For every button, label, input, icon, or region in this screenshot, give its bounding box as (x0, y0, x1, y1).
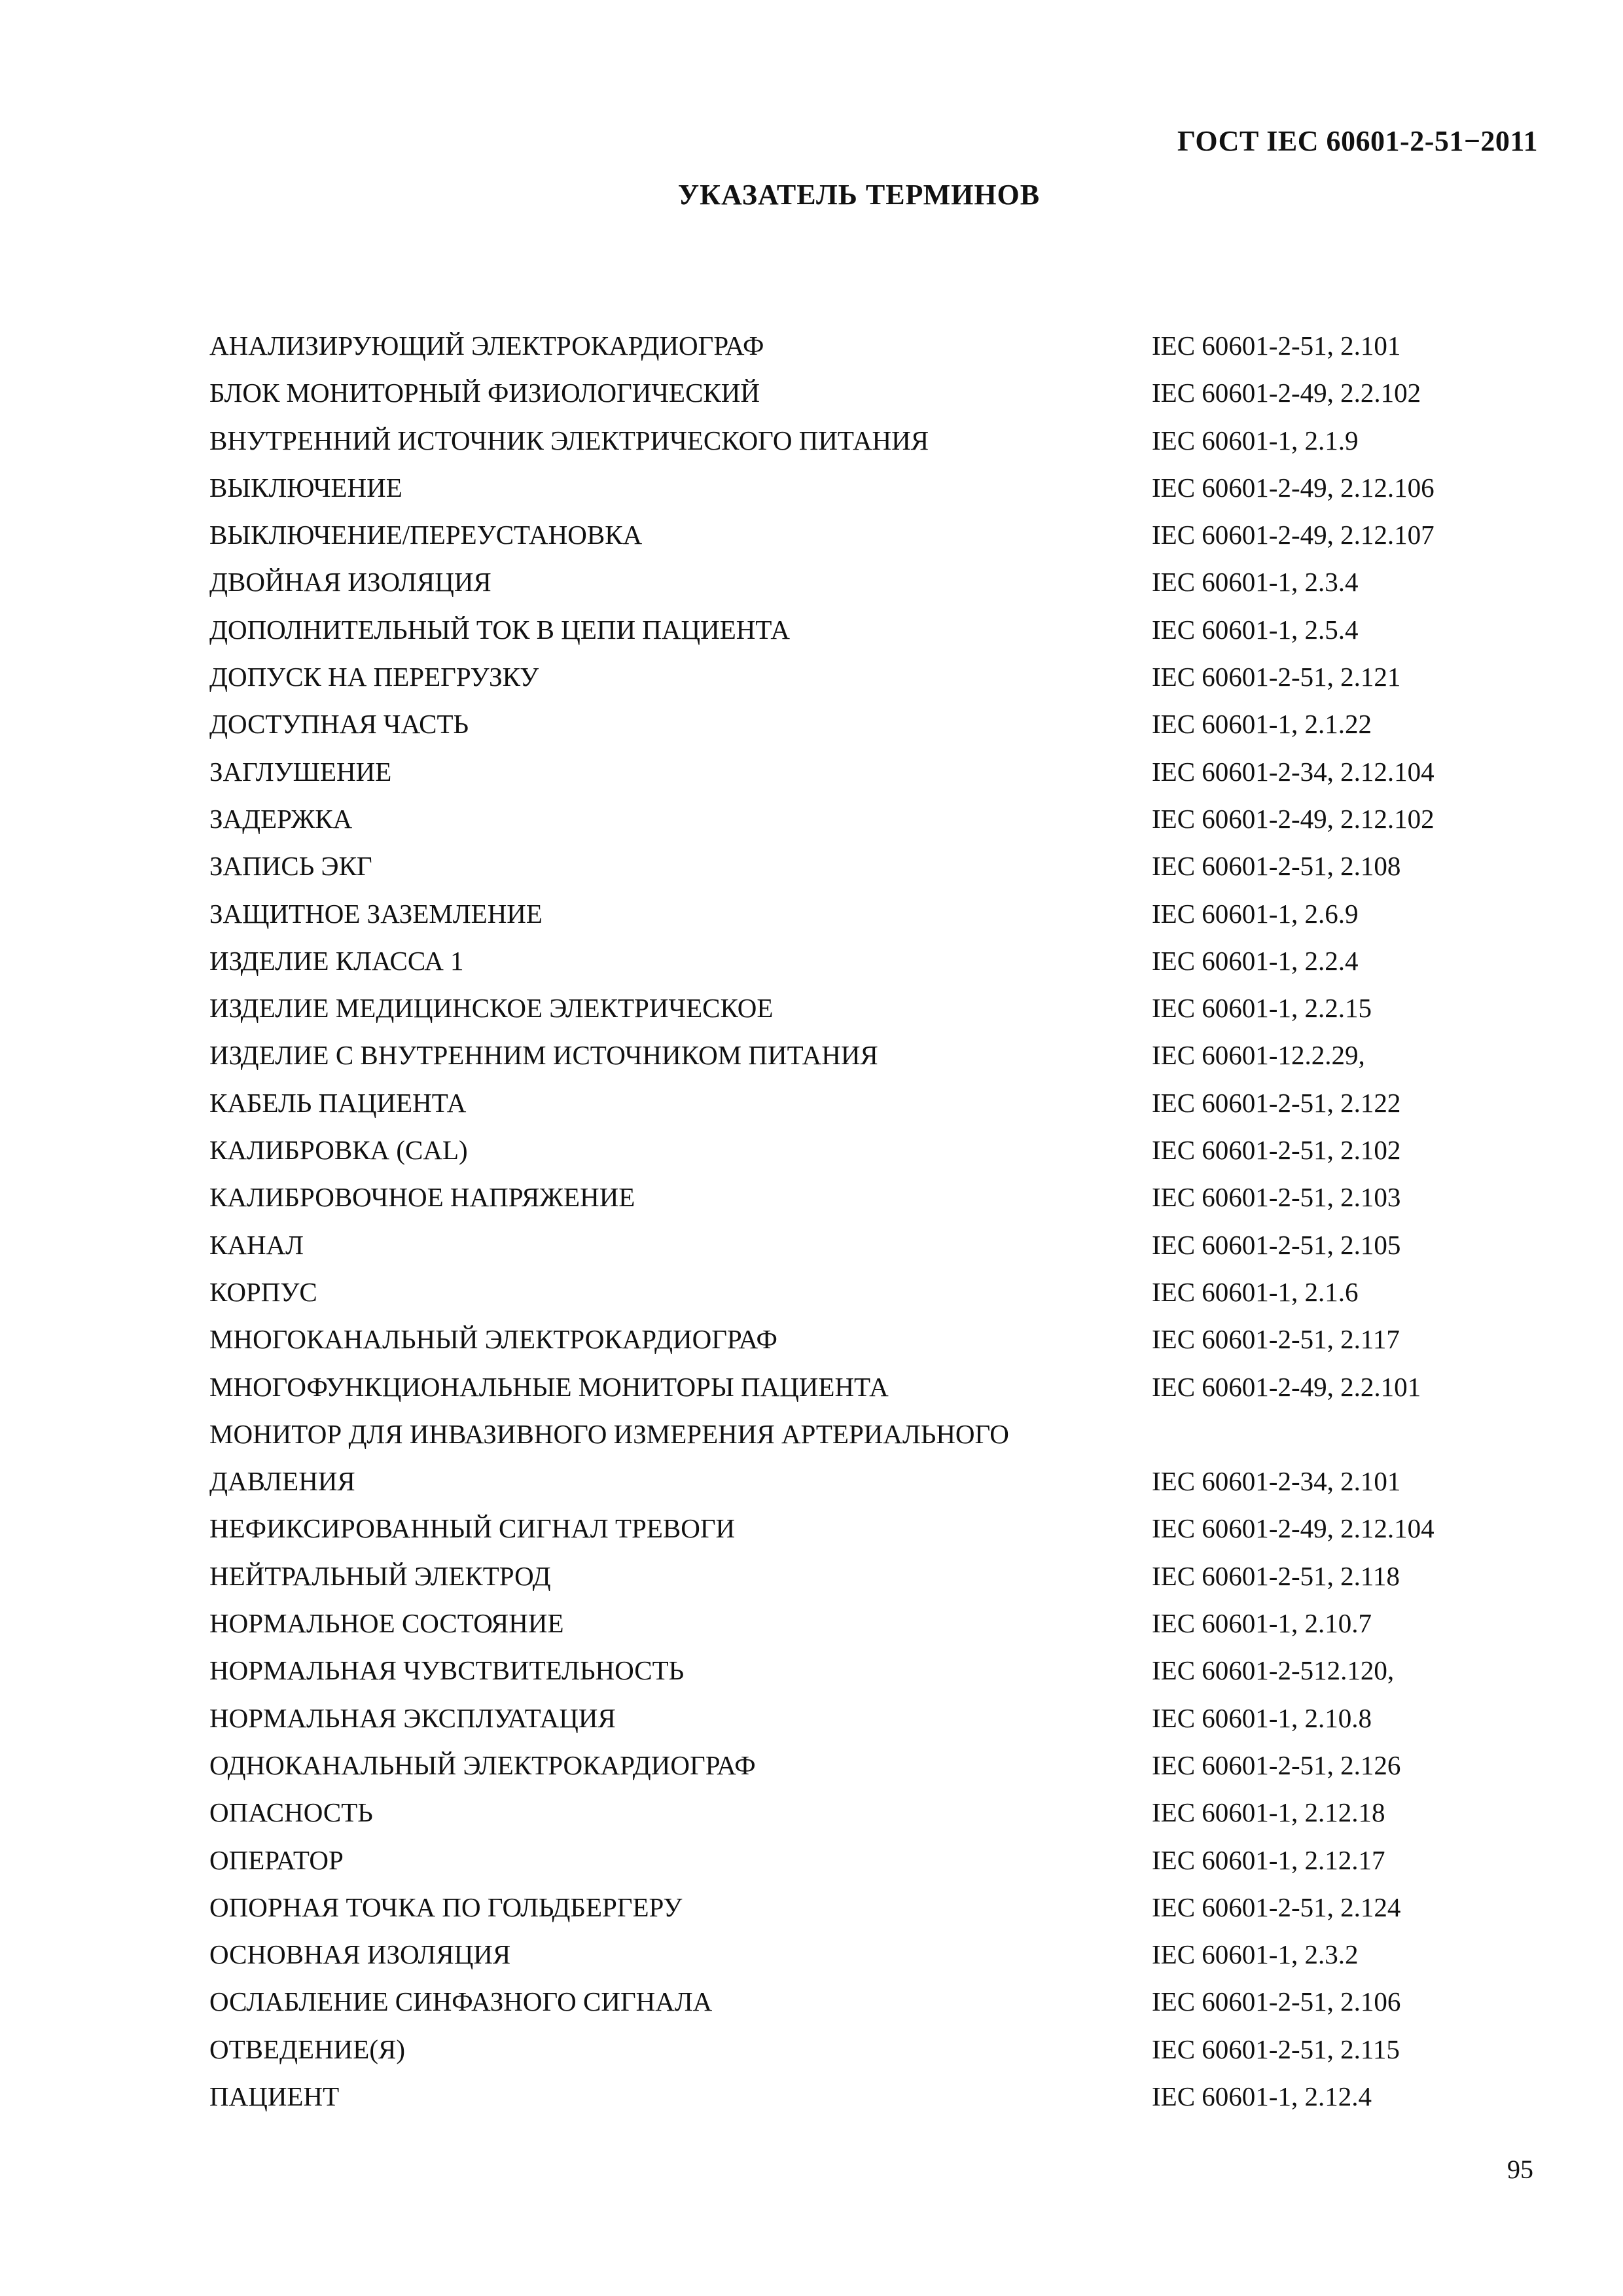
term-reference: IEC 60601-2-49, 2.12.102 (1152, 803, 1435, 834)
term-name: КАЛИБРОВОЧНОЕ НАПРЯЖЕНИЕ (209, 1182, 635, 1213)
term-row (209, 1174, 1551, 1221)
term-row (209, 842, 1551, 889)
term-row (209, 558, 1551, 605)
term-reference: IEC 60601-1, 2.12.4 (1152, 2081, 1372, 2111)
term-row (209, 795, 1551, 842)
term-name: ЗАДЕРЖКА (209, 803, 353, 834)
term-row (209, 1031, 1551, 1079)
term-row (209, 1268, 1551, 1316)
term-reference: IEC 60601-1, 2.6.9 (1152, 898, 1359, 929)
term-row (209, 511, 1551, 558)
term-reference: IEC 60601-2-49, 2.12.104 (1152, 1513, 1435, 1544)
term-row (209, 2073, 1551, 2120)
term-reference: IEC 60601-2-51, 2.108 (1152, 851, 1401, 882)
term-row (209, 1742, 1551, 1789)
term-row (209, 1363, 1551, 1410)
term-reference: IEC 60601-1, 2.10.7 (1152, 1608, 1372, 1639)
term-reference: IEC 60601-2-51, 2.122 (1152, 1087, 1401, 1118)
term-row (209, 700, 1551, 747)
term-reference: IEC 60601-1, 2.3.2 (1152, 1939, 1359, 1970)
term-name: ДВОЙНАЯ ИЗОЛЯЦИЯ (209, 567, 491, 598)
term-row (209, 1079, 1551, 1126)
term-name: МНОГОКАНАЛЬНЫЙ ЭЛЕКТРОКАРДИОГРАФ (209, 1324, 777, 1355)
term-row (209, 653, 1551, 700)
term-name: ОПАСНОСТЬ (209, 1797, 373, 1828)
term-name: НЕФИКСИРОВАННЫЙ СИГНАЛ ТРЕВОГИ (209, 1513, 736, 1544)
term-name: ПАЦИЕНТ (209, 2081, 340, 2111)
term-row (209, 1695, 1551, 1742)
term-reference: IEC 60601-12.2.29, (1152, 1040, 1365, 1071)
term-row (209, 1647, 1551, 1694)
term-row (209, 890, 1551, 937)
term-row (209, 1837, 1551, 1884)
term-name: ВЫКЛЮЧЕНИЕ/ПЕРЕУСТАНОВКА (209, 520, 643, 550)
term-name: НОРМАЛЬНАЯ ЧУВСТВИТЕЛЬНОСТЬ (209, 1655, 685, 1686)
term-row (209, 1126, 1551, 1174)
term-reference: IEC 60601-2-51, 2.124 (1152, 1892, 1401, 1922)
term-row (209, 606, 1551, 653)
page-title: УКАЗАТЕЛЬ ТЕРМИНОВ (677, 179, 1041, 211)
term-name: ДОПОЛНИТЕЛЬНЫЙ ТОК В ЦЕПИ ПАЦИЕНТА (209, 614, 791, 645)
term-reference: IEC 60601-2-51, 2.115 (1152, 2034, 1400, 2064)
term-reference: IEC 60601-1, 2.1.22 (1152, 709, 1372, 740)
term-name: ИЗДЕЛИЕ С ВНУТРЕННИМ ИСТОЧНИКОМ ПИТАНИЯ (209, 1040, 878, 1071)
term-reference: IEC 60601-2-51, 2.103 (1152, 1182, 1401, 1213)
term-row (209, 1789, 1551, 1836)
term-name: МНОГОФУНКЦИОНАЛЬНЫЕ МОНИТОРЫ ПАЦИЕНТА (209, 1371, 889, 1402)
term-row (209, 1505, 1551, 1552)
term-name: НОРМАЛЬНОЕ СОСТОЯНИЕ (209, 1608, 564, 1639)
term-name: ДОСТУПНАЯ ЧАСТЬ (209, 709, 469, 740)
term-reference: IEC 60601-1, 2.1.9 (1152, 425, 1359, 456)
term-row (209, 1458, 1551, 1505)
term-name: ВЫКЛЮЧЕНИЕ (209, 472, 402, 503)
term-row (209, 1978, 1551, 2025)
term-row (209, 1221, 1551, 1268)
term-reference: IEC 60601-1, 2.1.6 (1152, 1276, 1359, 1307)
term-reference: IEC 60601-1, 2.2.15 (1152, 993, 1372, 1024)
term-row (209, 369, 1551, 416)
term-name: ИЗДЕЛИЕ МЕДИЦИНСКОЕ ЭЛЕКТРИЧЕСКОЕ (209, 993, 774, 1024)
term-name: ЗАПИСЬ ЭКГ (209, 851, 372, 882)
term-name: БЛОК МОНИТОРНЫЙ ФИЗИОЛОГИЧЕСКИЙ (209, 378, 760, 408)
term-name: ДАВЛЕНИЯ (209, 1466, 355, 1497)
term-reference: IEC 60601-2-49, 2.2.101 (1152, 1371, 1421, 1402)
term-reference: IEC 60601-2-51, 2.126 (1152, 1749, 1401, 1780)
term-reference: IEC 60601-2-49, 2.12.107 (1152, 520, 1435, 550)
term-row (209, 984, 1551, 1031)
term-reference: IEC 60601-2-49, 2.2.102 (1152, 378, 1421, 408)
term-name: АНАЛИЗИРУЮЩИЙ ЭЛЕКТРОКАРДИОГРАФ (209, 331, 764, 361)
term-row (209, 1552, 1551, 1600)
term-name: ОСНОВНАЯ ИЗОЛЯЦИЯ (209, 1939, 511, 1970)
term-reference: IEC 60601-1, 2.12.18 (1152, 1797, 1385, 1828)
term-name: ОПЕРАТОР (209, 1844, 344, 1875)
term-name: МОНИТОР ДЛЯ ИНВАЗИВНОГО ИЗМЕРЕНИЯ АРТЕРИАЛЬНОГО (209, 1418, 1009, 1449)
term-reference: IEC 60601-2-51, 2.118 (1152, 1560, 1400, 1591)
term-name: КАБЕЛЬ ПАЦИЕНТА (209, 1087, 467, 1118)
term-reference: IEC 60601-1, 2.5.4 (1152, 614, 1359, 645)
term-reference: IEC 60601-1, 2.2.4 (1152, 945, 1359, 976)
term-row (209, 322, 1551, 369)
term-row (209, 1931, 1551, 1978)
term-reference: IEC 60601-2-51, 2.121 (1152, 662, 1401, 692)
term-name: ИЗДЕЛИЕ КЛАССА 1 (209, 945, 464, 976)
term-reference: IEC 60601-1, 2.10.8 (1152, 1702, 1372, 1733)
document-standard-code: ГОСТ IEC 60601-2-51−2011 (1177, 125, 1538, 157)
page-number: 95 (1507, 2155, 1533, 2184)
term-name: ВНУТРЕННИЙ ИСТОЧНИК ЭЛЕКТРИЧЕСКОГО ПИТАНИЯ (209, 425, 929, 456)
term-row (209, 417, 1551, 464)
term-name: ОСЛАБЛЕНИЕ СИНФАЗНОГО СИГНАЛА (209, 1986, 713, 2017)
term-reference: IEC 60601-2-34, 2.12.104 (1152, 756, 1435, 787)
term-reference: IEC 60601-2-51, 2.105 (1152, 1229, 1401, 1260)
term-name: КАЛИБРОВКА (CAL) (209, 1135, 468, 1166)
term-row (209, 1316, 1551, 1363)
term-reference: IEC 60601-2-512.120, (1152, 1655, 1395, 1686)
term-name: ОДНОКАНАЛЬНЫЙ ЭЛЕКТРОКАРДИОГРАФ (209, 1749, 756, 1780)
term-name: КАНАЛ (209, 1229, 304, 1260)
term-name: ДОПУСК НА ПЕРЕГРУЗКУ (209, 662, 539, 692)
term-reference: IEC 60601-1, 2.3.4 (1152, 567, 1359, 598)
term-row (209, 937, 1551, 984)
term-name: ЗАГЛУШЕНИЕ (209, 756, 392, 787)
term-row (209, 464, 1551, 511)
term-reference: IEC 60601-2-51, 2.117 (1152, 1324, 1400, 1355)
term-reference: IEC 60601-2-51, 2.102 (1152, 1135, 1401, 1166)
term-reference: IEC 60601-2-34, 2.101 (1152, 1466, 1401, 1497)
term-row (209, 748, 1551, 795)
term-index-list (209, 322, 1551, 2120)
term-row (209, 1410, 1551, 1458)
term-name: ЗАЩИТНОЕ ЗАЗЕМЛЕНИЕ (209, 898, 543, 929)
term-name: ОПОРНАЯ ТОЧКА ПО ГОЛЬДБЕРГЕРУ (209, 1892, 683, 1922)
term-name: НЕЙТРАЛЬНЫЙ ЭЛЕКТРОД (209, 1560, 551, 1591)
term-row (209, 1600, 1551, 1647)
term-name: ОТВЕДЕНИЕ(Я) (209, 2034, 405, 2064)
term-reference: IEC 60601-2-51, 2.101 (1152, 331, 1401, 361)
term-name: НОРМАЛЬНАЯ ЭКСПЛУАТАЦИЯ (209, 1702, 616, 1733)
term-reference: IEC 60601-1, 2.12.17 (1152, 1844, 1385, 1875)
term-row (209, 1884, 1551, 1931)
term-row (209, 2026, 1551, 2073)
term-reference: IEC 60601-2-49, 2.12.106 (1152, 472, 1435, 503)
term-name: КОРПУС (209, 1276, 317, 1307)
term-reference: IEC 60601-2-51, 2.106 (1152, 1986, 1401, 2017)
